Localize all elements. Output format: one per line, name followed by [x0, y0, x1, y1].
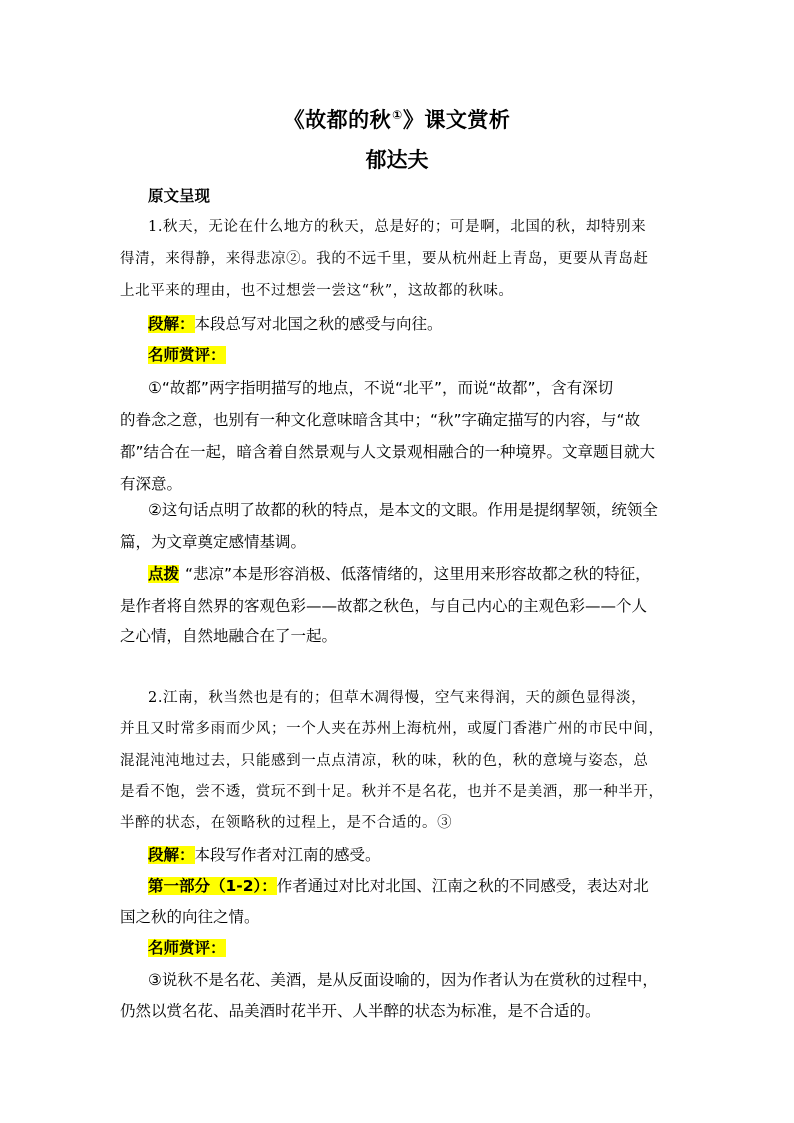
paragraph-1-line-1: 1.秋天，无论在什么地方的秋天，总是好的；可是啊，北国的秋，却特别来	[148, 219, 647, 235]
paragraph-1-line-3: 上北平来的理由，也不过想尝一尝这“秋”，这故都的秋味。	[120, 283, 514, 299]
teacher-comment-header-2	[148, 936, 680, 958]
part-summary-line-1	[148, 874, 680, 896]
part-text: 作者通过对比对北国、江南之秋的不同感受，表达对北	[276, 877, 649, 895]
dianbo-label: 点拨	[148, 565, 180, 583]
paragraph-1-line-2: 得清，来得静，来得悲凉②。我的不远千里，要从杭州赶上青岛，更要从青岛赶	[120, 251, 649, 267]
paragraph-2-explanation	[148, 843, 680, 865]
dianbo-line-2: 是作者将自然界的客观色彩——故都之秋色，与自己内心的主观色彩——个人	[120, 597, 648, 615]
paragraph-2-line-5: 半醉的状态，在领略秋的过程上，是不合适的。③	[120, 815, 453, 831]
note-3-line-2: 仍然以赏名花、品美酒时花半开、人半醉的状态为标准，是不合适的。	[120, 1002, 601, 1020]
paragraph-2-line-1: 2.江南，秋当然也是有的；但草木凋得慢，空气来得润，天的颜色显得淡，	[148, 690, 647, 706]
note-2-line-1: ②这句话点明了故都的秋的特点，是本文的文眼。作用是提纲挈领，统领全	[148, 501, 658, 519]
title-footnote-mark: ①	[392, 108, 403, 122]
part-summary-line-2: 国之秋的向往之情。	[120, 908, 260, 926]
note-3-line-1: ③说秋不是名花、美酒，是从反面设喻的，因为作者认为在赏秋的过程中，	[148, 971, 658, 989]
mingshi-label: 名师赏评：	[148, 346, 226, 364]
duanjie-label-2: 段解：	[148, 846, 195, 864]
duanjie-text-2: 本段写作者对江南的感受。	[194, 846, 381, 864]
note-1-line-2: 的眷念之意，也别有一种文化意味暗含其中；“秋”字确定描写的内容，与“故	[120, 411, 641, 429]
page-title	[0, 104, 794, 134]
section-heading: 原文呈现	[148, 187, 211, 205]
note-2-line-2: 篇，为文章奠定感情基调。	[120, 533, 307, 551]
duanjie-text: 本段总写对北国之秋的感受与向往。	[194, 315, 443, 333]
paragraph-2-line-3: 混混沌沌地过去，只能感到一点点清凉，秋的味，秋的色，秋的意境与姿态，总	[120, 753, 649, 769]
title-main: 《故都的秋	[283, 108, 392, 132]
teacher-comment-header-1	[148, 343, 680, 365]
title-tail: 》课文赏析	[402, 108, 511, 132]
paragraph-2-line-2: 并且又时常多雨而少风；一个人夹在苏州上海杭州，或厦门香港广州的市民中间，	[120, 721, 664, 737]
author-name: 郁达夫	[365, 148, 429, 172]
mingshi-label-2: 名师赏评：	[148, 939, 226, 957]
dianbo-line-3: 之心情，自然地融合在了一起。	[120, 627, 338, 645]
part-label: 第一部分（1-2）：	[148, 877, 277, 895]
duanjie-label: 段解：	[148, 315, 195, 333]
paragraph-2-line-4: 是看不饱，尝不透，赏玩不到十足。秋并不是名花，也并不是美酒，那一种半开，	[120, 784, 664, 800]
note-1-line-3: 都”结合在一起，暗含着自然景观与人文景观相融合的一种境界。文章题目就大	[120, 443, 656, 461]
dianbo-text: “悲凉”本是形容消极、低落情绪的，这里用来形容故都之秋的特征，	[185, 565, 651, 583]
note-1-line-4: 有深意。	[120, 475, 183, 493]
dianbo-line-1	[148, 562, 680, 584]
note-1-line-1: ①“故都”两字指明描写的地点，不说“北平”，而说“故都”，含有深切	[148, 379, 614, 397]
paragraph-1-explanation	[148, 312, 680, 334]
